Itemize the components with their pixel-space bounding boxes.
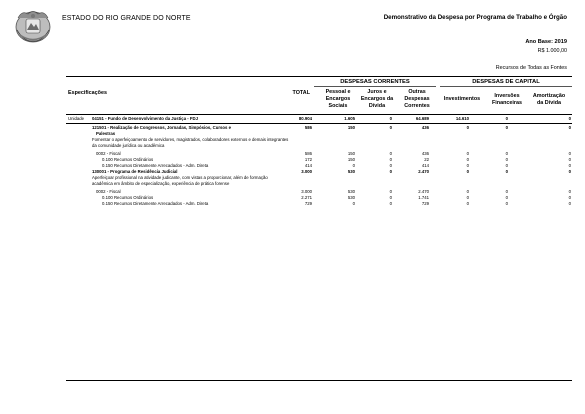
row-investimentos: 0 — [466, 195, 469, 200]
program-pessoal: 530 — [347, 169, 355, 174]
row-inversoes: 0 — [505, 189, 508, 194]
unidade-amortizacao: 0 — [568, 116, 571, 121]
row-inversoes: 0 — [505, 157, 508, 162]
row-juros: 0 — [389, 201, 392, 206]
program-investimentos: 0 — [466, 125, 469, 130]
row-outras: 1.741 — [418, 195, 429, 200]
row-investimentos: 0 — [466, 151, 469, 156]
row-amortizacao: 0 — [568, 201, 571, 206]
row-label: 0.150 Recursos Diretamente Arrecadados - Adm. Direta — [102, 163, 209, 168]
col-investimentos: Investimentos — [443, 96, 481, 102]
program-investimentos: 0 — [466, 169, 469, 174]
row-inversoes: 0 — [505, 195, 508, 200]
row-total: 3.000 — [301, 189, 312, 194]
col-outras-line: Despesas — [404, 96, 430, 102]
row-total: 414 — [304, 163, 312, 168]
program-amortizacao: 0 — [568, 125, 571, 130]
row-amortizacao: 0 — [568, 151, 571, 156]
row-inversoes: 0 — [505, 163, 508, 168]
program-amortizacao: 0 — [568, 169, 571, 174]
state-name: ESTADO DO RIO GRANDE DO NORTE — [62, 15, 191, 22]
fontes-label: Recursos de Todas as Fontes — [495, 65, 567, 71]
program-inversoes: 0 — [505, 169, 508, 174]
row-label: 0002 - Fiscal — [96, 151, 121, 156]
row-amortizacao: 0 — [568, 189, 571, 194]
row-juros: 0 — [389, 195, 392, 200]
currency-unit: R$ 1.000,00 — [537, 48, 567, 54]
group-despesas-capital: DESPESAS DE CAPITAL — [472, 79, 540, 85]
row-amortizacao: 0 — [568, 163, 571, 168]
col-especificacoes: Especificações — [68, 90, 107, 96]
unidade-label: 04151 - Fundo de Desenvolvimento da Justiça - FDJ — [92, 116, 199, 121]
unidade-outras: 64.689 — [415, 116, 429, 121]
row-juros: 0 — [389, 151, 392, 156]
row-amortizacao: 0 — [568, 195, 571, 200]
col-pessoal — [318, 89, 358, 110]
row-outras: 436 — [421, 151, 429, 156]
program-description-line: acadêmica em âmbito de especialização, experiência de prática forense — [92, 181, 230, 186]
program-outras: 436 — [421, 125, 429, 130]
program-total: 3.000 — [301, 169, 312, 174]
row-amortizacao: 0 — [568, 157, 571, 162]
group-capital-rule — [440, 86, 572, 87]
row-label: 0.100 Recursos Ordinários — [102, 157, 154, 162]
row-label: 0.150 Recursos Diretamente Arrecadados - Adm. Direta — [102, 201, 209, 206]
row-juros: 0 — [389, 157, 392, 162]
row-total: 586 — [304, 151, 312, 156]
row-pessoal: 530 — [347, 189, 355, 194]
row-outras: 729 — [421, 201, 429, 206]
col-pessoal-line: Sociais — [328, 103, 348, 109]
col-total: TOTAL — [292, 90, 310, 96]
row-total: 172 — [304, 157, 312, 162]
col-juros-line: Encargos da — [360, 96, 394, 102]
unidade-juros: 0 — [389, 116, 392, 121]
row-outras: 22 — [424, 157, 429, 162]
col-inversoes — [485, 93, 529, 107]
row-outras: 414 — [421, 163, 429, 168]
table-top-rule — [66, 76, 572, 77]
unidade-prefix: Unidade — [68, 116, 85, 121]
row-inversoes: 0 — [505, 151, 508, 156]
row-investimentos: 0 — [466, 189, 469, 194]
col-amortizacao — [526, 93, 572, 107]
program-description — [92, 137, 288, 149]
row-juros: 0 — [389, 163, 392, 168]
row-juros: 0 — [389, 189, 392, 194]
row-investimentos: 0 — [466, 163, 469, 168]
row-pessoal: 0 — [352, 201, 355, 206]
group-correntes-rule — [314, 86, 436, 87]
program-description-line: Fomentar o aperfeiçoamento de servidores, magistrados, colaboradores externos e demais integrantes — [92, 137, 289, 142]
unidade-total: 80.904 — [298, 116, 312, 121]
program-label-cont — [0, 130, 585, 137]
row-pessoal: 150 — [347, 151, 355, 156]
program-description-line: Aperfeiçoar profissional na atividade judicante, com vistas a proporcionar, além de formação — [92, 175, 268, 180]
unidade-row — [0, 115, 585, 122]
program-label-line2: Palestras — [96, 131, 116, 136]
group-despesas-correntes: DESPESAS CORRENTES — [340, 79, 410, 85]
footer-rule — [66, 380, 572, 381]
row-investimentos: 0 — [466, 201, 469, 206]
document-title: Demonstrativo da Despesa por Programa de Trabalho e Órgão — [383, 14, 567, 21]
row-label: 0.100 Recursos Ordinários — [102, 195, 154, 200]
ano-base: Ano Base: 2019 — [525, 39, 567, 45]
col-outras-line: Correntes — [404, 103, 430, 109]
row-pessoal: 530 — [347, 195, 355, 200]
col-juros — [357, 89, 397, 110]
unidade-inversoes: 0 — [505, 116, 508, 121]
program-label: 130001 - Programa de Residência Judicial — [92, 169, 178, 174]
col-juros-line: Dívida — [368, 103, 386, 109]
program-row — [0, 168, 585, 175]
col-amortizacao-line: Amortização — [532, 93, 566, 99]
program-juros: 0 — [389, 169, 392, 174]
program-inversoes: 0 — [505, 125, 508, 130]
row-investimentos: 0 — [466, 157, 469, 162]
unidade-pessoal: 1.605 — [344, 116, 355, 121]
row-total: 729 — [304, 201, 312, 206]
col-pessoal-line: Encargos — [325, 96, 351, 102]
program-total: 586 — [304, 125, 312, 130]
col-pessoal-line: Pessoal e — [325, 89, 351, 95]
col-amortizacao-line: da Dívida — [537, 100, 561, 106]
col-outras — [397, 89, 437, 110]
col-inversoes-line: Inversões — [494, 93, 520, 99]
program-description-line: da comunidade jurídica ou acadêmica — [92, 143, 165, 148]
unidade-investimentos: 14.610 — [455, 116, 469, 121]
program-description — [92, 175, 268, 187]
program-juros: 0 — [389, 125, 392, 130]
row-total: 2.271 — [301, 195, 312, 200]
col-outras-line: Outras — [408, 89, 426, 95]
coat-of-arms-icon — [14, 8, 52, 44]
row-pessoal: 150 — [347, 157, 355, 162]
program-label: 121501 - Realização de Congressos, Jornadas, Simpósios, Cursos e — [92, 125, 231, 130]
row-outras: 2.470 — [418, 189, 429, 194]
program-outras: 2.470 — [418, 169, 429, 174]
table-row — [0, 200, 585, 207]
program-pessoal: 150 — [347, 125, 355, 130]
row-pessoal: 0 — [352, 163, 355, 168]
col-juros-line: Juros e — [367, 89, 387, 95]
col-inversoes-line: Financeiras — [492, 100, 522, 106]
row-label: 0002 - Fiscal — [96, 189, 121, 194]
row-inversoes: 0 — [505, 201, 508, 206]
